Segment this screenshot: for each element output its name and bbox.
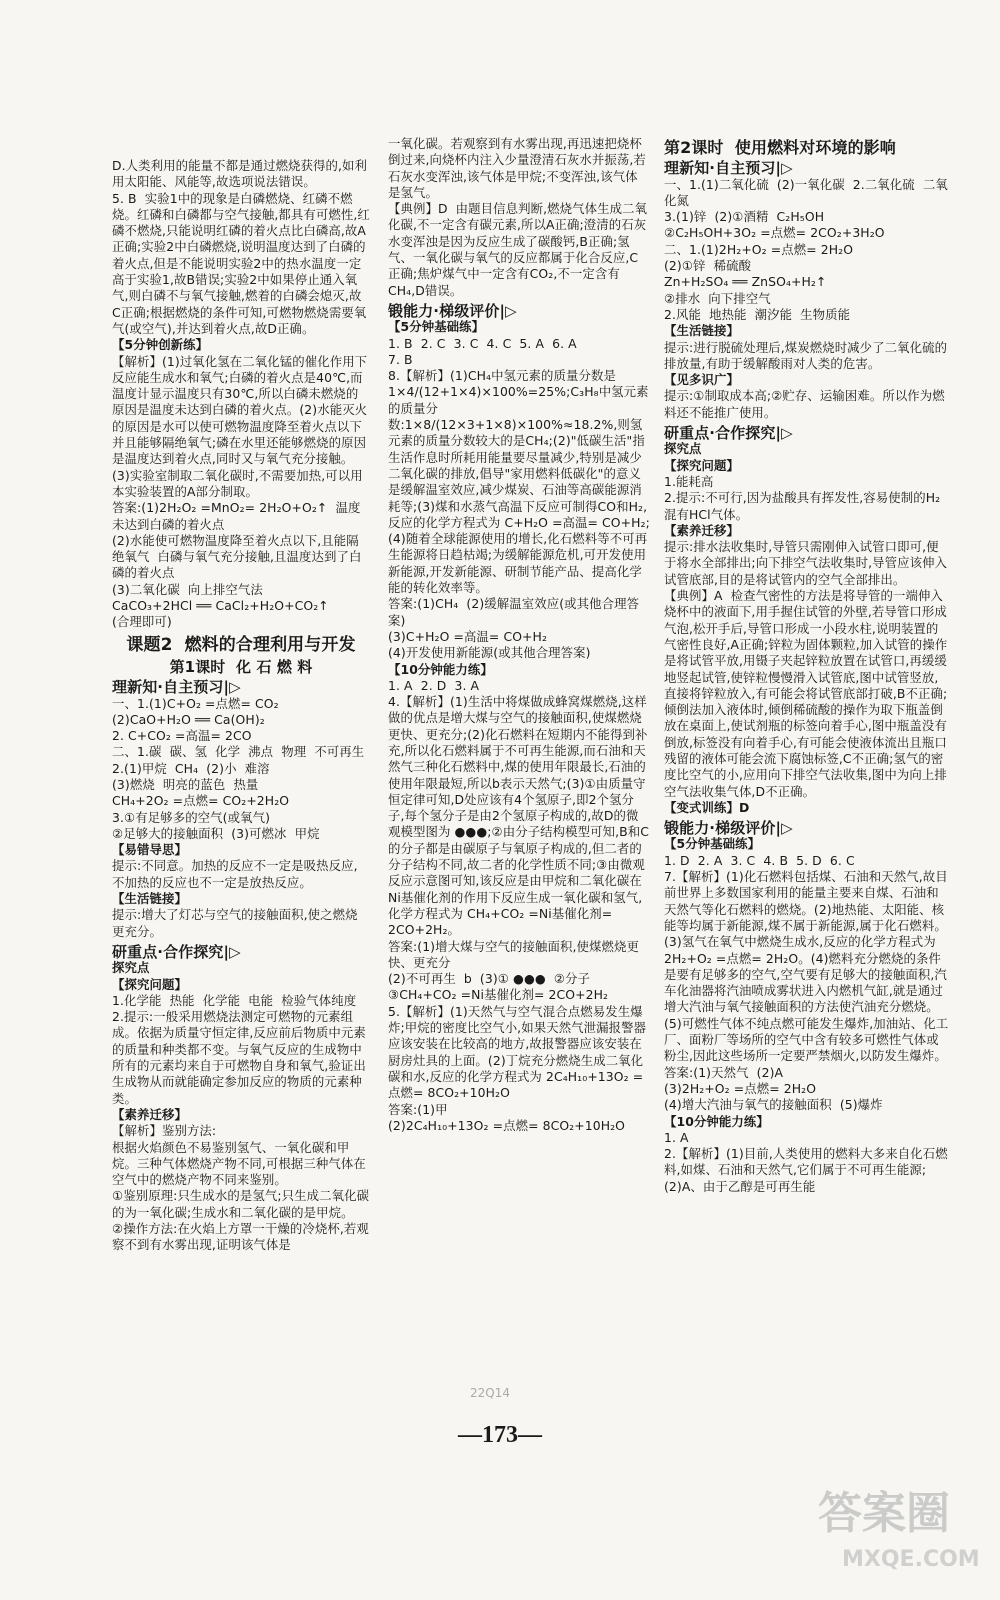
col3-line: 3.(1)锌 (2)①酒精 C₂H₅OH — [664, 209, 825, 225]
col1-line: D.人类利用的能量不都是通过燃烧获得的,如利用太阳能、风能等,故选项说法错误。 — [112, 158, 368, 190]
svg-text:答案圈: 答案圈 — [818, 1488, 950, 1539]
col2-line: (4)开发使用新能源(或其他合理答案) — [388, 645, 591, 661]
col2-line: ③CH₄+CO₂ =Ni基催化剂= 2CO+2H₂ — [388, 987, 609, 1003]
right-column — [664, 140, 950, 1195]
col1-line: ②操作方法:在火焰上方罩一干燥的冷烧杯,若观察不到有水雾出现,证明该气体是 — [112, 1221, 369, 1253]
col2-line: 1. A 2. D 3. A — [388, 677, 480, 693]
col3-line: 提示:进行脱硫处理后,煤炭燃烧时减少了二氧化硫的排放量,有助于缓解酸雨对人类的危害。 — [664, 339, 948, 371]
col1-line: 1.化学能 热能 化学能 电能 检验气体纯度 — [112, 992, 357, 1008]
col1-line: (2)CaO+H₂O ══ Ca(OH)₂ — [112, 711, 265, 727]
col1-line: (3)二氧化碳 向上排空气法 — [112, 581, 263, 597]
col1-line: 5. B 实验1中的现象是白磷燃烧、红磷不燃烧。红磷和白磷都与空气接触,都具有可燃性,红磷不燃烧,只能说明红磷的着火点比白磷高,故A正确;实验2中白磷燃烧,说明温度达到了白磷的着火点,但是不能说明实验2中的热水温度一定高于实验1,故B错误;实验2中如果停止通入氧气,则白磷不与氧气接触,燃着的白磷会熄灭,故C正确;根据燃烧的条件可知,可燃物燃烧需要氧气(或空气),并达到着火点,故D正确。 — [112, 190, 370, 336]
col2-line: 一氧化碳。若观察到有水雾出现,再迅速把烧杯倒过来,向烧杯内注入少量澄清石灰水并振荡,若石灰水变浑浊,该气体是甲烷;不变浑浊,该气体是氢气。 — [388, 136, 646, 200]
col3-line: ②C₂H₅OH+3O₂ =点燃= 2CO₂+3H₂O — [664, 225, 885, 241]
col1-line: 3.①有足够多的空气(或氧气) — [112, 809, 271, 825]
col3-line: 【典例】A 检查气密性的方法是将导管的一端伸入烧杯中的液面下,用手握住试管的外壁,若导管口形成气泡,松开手后,导管口形成一小段水柱,说明装置的气密性良好,A正确;锌粒为固体颗粒,加入试管的操作是将试管平放,用镊子夹起锌粒放置在试管口,再缓缓地竖起试管,使锌粒慢慢滑入试管底,图中试管竖放,直接将锌粒放入,有可能会将试管底部打破,B不正确;倾倒法加入液体时,倾倒稀硫酸的操作为取下瓶盖倒放在桌面上,使试剂瓶的标签向着手心,图中瓶盖没有倒放,标签没有向着手心,有可能会使液体流出且瓶口残留的液体可能会流下腐蚀标签,C不正确;氢气的密度比空气的小,应用向下排空气法收集,图中为向上排空气法收集气体,D不正确。 — [664, 588, 948, 799]
col3-line: 第2课时 使用燃料对环境的影响 — [664, 138, 896, 157]
col3-line: 锻能力·梯级评价|▷ — [664, 819, 793, 838]
col1-line: 【解析】(1)过氧化氢在二氧化锰的催化作用下反应能生成水和氧气;白磷的着火点是40℃,而温度计显示温度只有30℃,所以白磷未燃烧的原因是温度未达到白磷的着火点。(2)水能灭火的原因是水可以使可燃物温度降至着火点以下并且能够隔绝氧气;磷在水里还能够燃烧的原因是温度达到着火点,同时又与氧气充分接触。(3)实验室制取二氧化碳时,不需要加热,可以用本实验装置的A部分制取。 — [112, 353, 368, 499]
col1-line: ②足够大的接触面积 (3)可燃冰 甲烷 — [112, 825, 320, 841]
col2-line: 答案:(1)CH₄ (2)缓解温室效应(或其他合理答案) — [388, 596, 640, 628]
col3-line: 理新知·自主预习|▷ — [664, 159, 793, 178]
col1-line: 第1课时 化 石 燃 料 — [169, 657, 313, 676]
col1-line: 【素养迁移】 — [112, 1106, 187, 1122]
col1-line: 提示:不同意。加热的反应不一定是吸热反应,不加热的反应也不一定是放热反应。 — [112, 858, 358, 890]
col3-line: 2.风能 地热能 潮汐能 生物质能 — [664, 306, 851, 322]
col1-line: 探究点 — [112, 960, 150, 976]
col2-line: (3)C+H₂O =高温= CO+H₂ — [388, 628, 548, 644]
col2-line: 【10分钟能力练】 — [388, 661, 493, 677]
col2-line: (2)不可再生 b (3)① ●●● ②分子 — [388, 971, 591, 987]
page-number: —173— — [458, 1422, 542, 1448]
svg-text:MXQE.COM: MXQE.COM — [842, 1547, 980, 1572]
col3-line: (4)增大汽油与氧气的接触面积 (5)爆炸 — [664, 1097, 883, 1113]
col1-line: 【易错导思】 — [112, 842, 187, 858]
left-column — [112, 158, 370, 1254]
col2-line: 答案:(1)增大煤与空气的接触面积,使煤燃烧更快、更充分 — [388, 938, 639, 970]
col3-line: 7.【解析】(1)化石燃料包括煤、石油和天然气,故目前世界上多数国家利用的能量主要来自煤、石油和天然气等化石燃料的燃烧。(2)地热能、太阳能、核能等均属于新能源,煤不属于新能源,属于化石燃料。(3)氢气在氧气中燃烧生成水,反应的化学方程式为 2H₂+O₂ =点燃= 2H₂O。(4)燃料充分燃烧的条件是要有足够多的空气,空气要有足够大的接触面积,汽车化油器将汽油喷成雾状进入内燃机气缸,就是通过增大汽油与氧气接触面积的方法使汽油充分燃烧。(5)可燃性气体不纯点燃可能发生爆炸,加油站、化工厂、面粉厂等场所的空气中含有较多可燃性气体或粉尘,因此这些场所一定要严禁烟火,以防发生爆炸。 — [664, 869, 949, 1064]
col2-line: 【典例】D 由题目信息判断,燃烧气体生成二氧化碳,不一定含有碳元素,所以A正确;澄清的石灰水变浑浊是因为反应生成了碳酸钙,B正确;氢气、一氧化碳与氧气的反应都属于化合反应,C正确;焦炉煤气中一定含有CO₂,不一定含有CH₄,D错误。 — [388, 201, 648, 298]
col3-line: 【5分钟基础练】 — [664, 836, 761, 852]
col3-line: Zn+H₂SO₄ ══ ZnSO₄+H₂↑ — [664, 274, 827, 290]
col3-line: 【素养迁移】 — [664, 522, 739, 538]
col3-line: 【生活链接】 — [664, 323, 739, 339]
col1-line: 2.提示:一般采用燃烧法测定可燃物的元素组成。依据为质量守恒定律,反应前后物质中元素的质量和种类都不变。与氧气反应的生成物中所有的元素均来自于可燃物自身和氧气,验证出生成物从而就能确定参加反应的物质的元素种类。 — [112, 1009, 366, 1106]
col1-line: 提示:增大了灯芯与空气的接触面积,使之燃烧更充分。 — [112, 907, 358, 939]
col3-line: 2.【解析】(1)目前,人类使用的燃料大多来自化石燃料,如煤、石油和天然气,它们属于不可再生能源;(2)A、由于乙醇是可再生能 — [664, 1146, 948, 1194]
col3-line: 提示:排水法收集时,导管只需刚伸入试管口即可,便于将水全部排出;向下排空气法收集时,导管应该伸入试管底部,目的是将试管内的空气全部排出。 — [664, 539, 948, 587]
col1-line: 根据火焰颜色不易鉴别氢气、一氧化碳和甲烷。三种气体燃烧产物不同,可根据三种气体在空气中的燃烧产物不同来鉴别。 — [112, 1139, 366, 1188]
col2-line: 4.【解析】(1)生活中将煤做成蜂窝煤燃烧,这样做的优点是增大煤与空气的接触面积,使煤燃烧更快、更充分;(2)化石燃料在短期内不能得到补充,所以化石燃料属于不可再生能源,而石油和天然气三种化石燃料中,煤的使用年限最长,石油的使用年限最短,所以b表示天然气;(3)①由质量守恒定律可知,D处应该有4个氢原子,即2个氢分子,每个氢分子是由2个氢原子构成的,故D的微观模型图为 ●●●;②由分子结构模型可知,B和C的分子都是由碳原子与氧原子构成的,但二者的分子结构不同,故二者的化学性质不同;③由微观反应示意图可知,该反应是由甲烷和二氧化碳在Ni基催化剂的作用下反应生成一氧化碳和氢气,化学方程式为 CH₄+CO₂ =Ni基催化剂= 2CO+2H₂。 — [388, 694, 650, 938]
col1-line: 答案:(1)2H₂O₂ =MnO₂= 2H₂O+O₂↑ 温度未达到白磷的着火点 — [112, 500, 361, 532]
col1-line: 课题2 燃料的合理利用与开发 — [126, 634, 356, 655]
col3-line: ②排水 向下排空气 — [664, 290, 771, 306]
col1-line: 【生活链接】 — [112, 891, 187, 907]
col3-line: 1. D 2. A 3. C 4. B 5. D 6. C — [664, 852, 855, 868]
col2-line: 8.【解析】(1)CH₄中氢元素的质量分数是 1×4/(12+1×4)×100%=25%;C₃H₈中氢元素的质量分数:1×8/(12×3+1×8)×100%≈18.2%,则氢元素的质量分数较大的是CH₄;(2)"低碳生活"指生活作息时所耗用能量要尽量减少,特别是减少二氧化碳的排放,倡导"家用燃料低碳化"的意义是缓解温室效应,减少煤炭、石油等高碳能源消耗等;(3)煤和水蒸气高温下反应可制得CO和H₂,反应的化学方程式为 C+H₂O =高温= CO+H₂;(4)随着全球能源使用的增长,化石燃料等不可再生能源将日趋枯竭;为缓解能源危机,可开发使用新能源,开发新能源、研制节能产品、提高化学能的转化效率等。 — [388, 368, 650, 596]
col1-line: 2. C+CO₂ =高温= 2CO — [112, 728, 252, 744]
col3-line: 1. A — [664, 1129, 689, 1145]
col1-line: 【解析】鉴别方法: — [112, 1123, 217, 1139]
col3-line: 提示:①制取成本高;②贮存、运输困难。所以作为燃料还不能推广使用。 — [664, 388, 945, 420]
col3-line: 【10分钟能力练】 — [664, 1113, 769, 1129]
col3-line: 答案:(1)天然气 (2)A — [664, 1064, 784, 1080]
col3-line: 2.提示:不可行,因为盐酸具有挥发性,容易使制的H₂混有HCl气体。 — [664, 490, 941, 522]
col2-line: 答案:(1)甲 — [388, 1101, 448, 1117]
col1-line: 研重点·合作探究|▷ — [112, 942, 241, 961]
watermark-logo — [812, 1470, 982, 1580]
col3-line: 二、1.(1)2H₂+O₂ =点燃= 2H₂O — [664, 241, 854, 257]
col3-line: 1.能耗高 — [664, 473, 714, 489]
col1-line: (2)水能使可燃物温度降至着火点以下,且能隔绝氧气 白磷与氧气充分接触,且温度达到了白磷的着火点 — [112, 532, 362, 581]
col1-line: CH₄+2O₂ =点燃= CO₂+2H₂O — [112, 793, 290, 809]
col1-line: 2.(1)甲烷 CH₄ (2)小 难溶 — [112, 760, 270, 776]
col2-line: 【5分钟基础练】 — [388, 319, 485, 335]
col1-line: 二、1.碳 碳、氢 化学 沸点 物理 不可再生 — [112, 744, 365, 760]
col2-line: 锻能力·梯级评价|▷ — [388, 301, 517, 320]
col1-line: CaCO₃+2HCl ══ CaCl₂+H₂O+CO₂↑ — [112, 598, 329, 614]
col1-line: 【5分钟创新练】 — [112, 337, 209, 353]
col2-line: 1. B 2. C 3. C 4. C 5. A 6. A — [388, 335, 577, 351]
col1-line: 一、1.(1)C+O₂ =点燃= CO₂ — [112, 695, 279, 711]
col1-line: ①鉴别原理:只生成水的是氢气;只生成二氧化碳的为一氧化碳;生成水和二氧化碳的是甲烷。 — [112, 1188, 370, 1220]
col1-line: 理新知·自主预习|▷ — [112, 678, 241, 697]
col2-line: (2)2C₄H₁₀+13O₂ =点燃= 8CO₂+10H₂O — [388, 1117, 626, 1133]
col3-line: 【见多识广】 — [664, 372, 739, 388]
page-code: 22Q14 — [470, 1386, 510, 1400]
col3-line: (2)①锌 稀硫酸 — [664, 258, 752, 274]
col3-line: 【探究问题】 — [664, 457, 739, 473]
col1-line: (合理即可) — [112, 614, 172, 630]
col1-line: 【探究问题】 — [112, 976, 187, 992]
col3-line: 【变式训练】D — [664, 799, 750, 815]
col2-line: 7. B — [388, 351, 413, 367]
col3-line: 研重点·合作探究|▷ — [664, 424, 793, 443]
middle-column — [388, 136, 650, 1134]
col2-line: 5.【解析】(1)天然气与空气混合点燃易发生爆炸;甲烷的密度比空气小,如果天然气泄漏报警器应该安装在比较高的地方,故报警器应该安装在厨房灶具的上面。(2)丁烷充分燃烧生成二氧化碳和水,反应的化学方程式为 2C₄H₁₀+13O₂ =点燃= 8CO₂+10H₂O — [388, 1003, 647, 1101]
col3-line: 探究点 — [664, 441, 702, 457]
col3-line: (3)2H₂+O₂ =点燃= 2H₂O — [664, 1080, 817, 1096]
col1-line: (3)燃烧 明亮的蓝色 热量 — [112, 776, 259, 792]
col3-line: 一、1.(1)二氧化硫 (2)一氧化碳 2.二氧化硫 二氧化氮 — [664, 176, 948, 208]
